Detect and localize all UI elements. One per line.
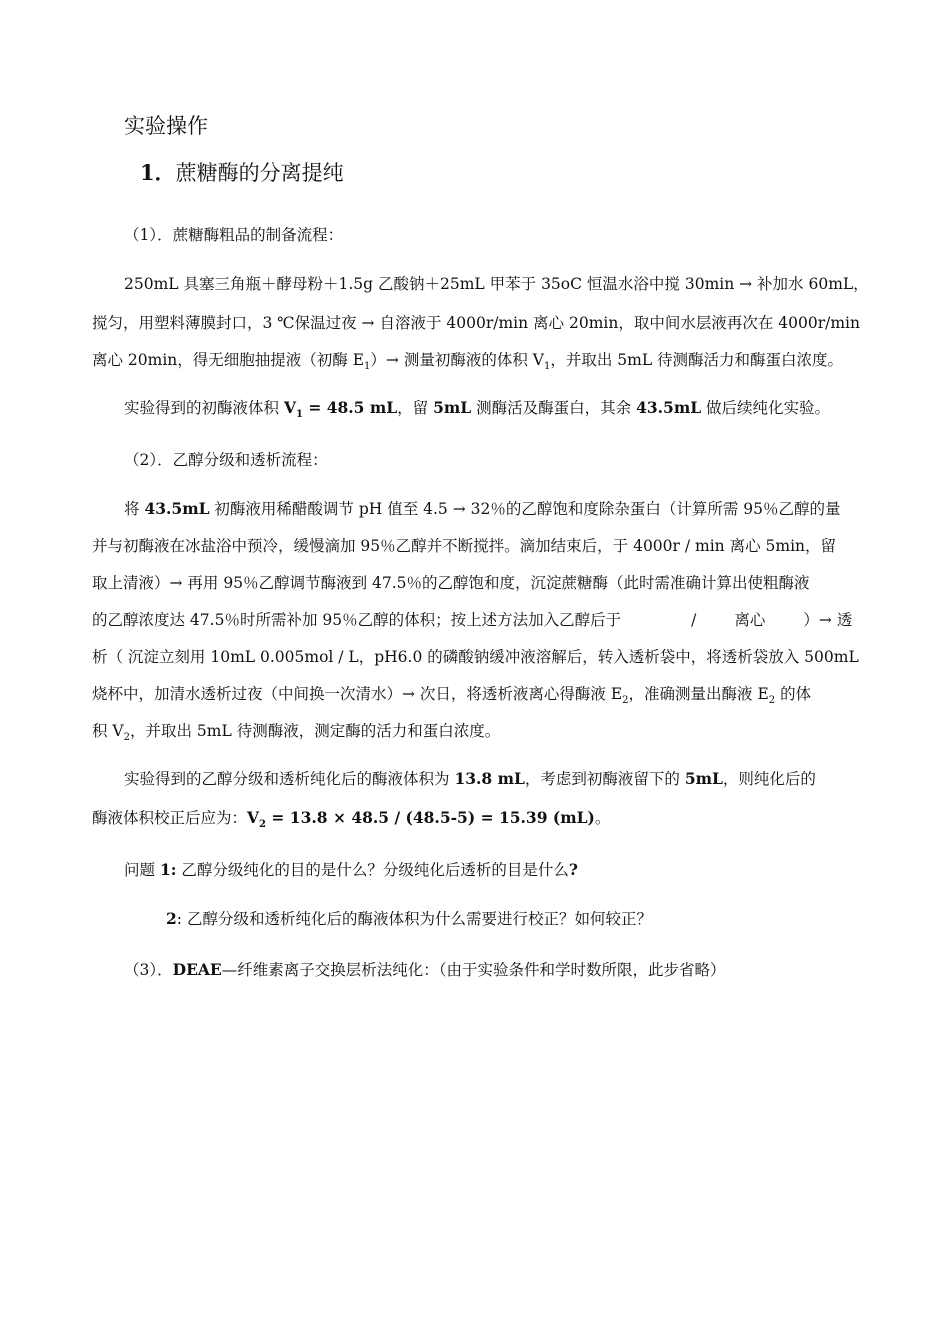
part2-line-5: 析（ 沉淀立刻用 10mL 0.005mol / L，pH6.0 的磷酸钠缓冲液溶解后，转入透析袋中，将透析袋放入 500mL: [92, 648, 859, 666]
part2-line-7: 积 $V_2$，并取出 5mL 待测酶液，测定酶的活力和蛋白浓度。: [92, 722, 501, 743]
part2-line-4: 的乙醇浓度达 47.5％时所需补加 95％乙醇的体积；按上述方法加入乙醇后于 / 离心 ）→ 透: [92, 611, 853, 629]
part1-result: 实验得到的初酶液体积 $V_1 = 48.5$ mL，留 5mL 测酶活及酶蛋白，其余 43.5mL 做后续纯化实验。: [124, 398, 831, 420]
part1-heading: （1）．蔗糖酶粗品的制备流程：: [124, 226, 344, 244]
part2-line-1: 将 43.5mL 初酶液用稀醋酸调节 pH 值至 4.5 → 32％的乙醇饱和度除杂蛋白（计算所需 95％乙醇的量: [124, 499, 841, 518]
section-title-text: 蔗糖酶的分离提纯: [175, 161, 344, 185]
part1-line-3: 离心 20min，得无细胞抽提液（初酶 $E_1)\to$ 测量初酶液的体积 $V_1$，并取出 5mL 待测酶活力和酶蛋白浓度。: [92, 351, 844, 372]
part2-line-2: 并与初酶液在冰盐浴中预冷，缓慢滴加 95％乙醇并不断搅拌。滴加结束后，于 4000r / min 离心 5min，留: [92, 537, 837, 555]
question-1: 问题 1: 乙醇分级纯化的目的是什么？分级纯化后透析的目是什么?: [124, 860, 578, 879]
section-number: 1．: [140, 160, 176, 185]
question-2: 2: 乙醇分级和透析纯化后的酶液体积为什么需要进行校正？如何较正？: [166, 909, 652, 928]
part3-heading: （3）．DEAE—纤维素离子交换层析法纯化：（由于实验条件和学时数所限，此步省略）: [124, 960, 726, 979]
part1-line-2: 搅匀，用塑料薄膜封口，3 ℃保温过夜 → 自溶液于 4000r/min 离心 20min，取中间水层液再次在 4000r/min: [92, 314, 860, 332]
part2-result-1: 实验得到的乙醇分级和透析纯化后的酶液体积为 13.8 mL，考虑到初酶液留下的 5mL，则纯化后的: [124, 769, 816, 788]
part1-line-1: 250mL 具塞三角瓶＋酵母粉＋1.5g 乙酸钠＋25mL 甲苯于 35oC 恒温水浴中搅 30min → 补加水 60mL，: [124, 275, 869, 293]
part2-heading: （2）．乙醇分级和透析流程：: [124, 451, 328, 469]
page-heading: 实验操作: [124, 114, 208, 138]
part2-line-6: 烧杯中，加清水透析过夜（中间换一次清水）→ 次日，将透析液离心得酶液 $E_2$，准确测量出酶液 $E_2$ 的体: [92, 685, 812, 706]
part2-result-2: 酶液体积校正后应为：$V_2 = 13.8 \times 48.5 / (48.5-5) = 15.39$ (mL)。: [92, 808, 611, 830]
part2-line-3: 取上清液）→ 再用 95％乙醇调节酶液到 47.5％的乙醇饱和度，沉淀蔗糖酶（此时需准确计算出使粗酶液: [92, 574, 810, 592]
section-title: [140, 160, 344, 186]
